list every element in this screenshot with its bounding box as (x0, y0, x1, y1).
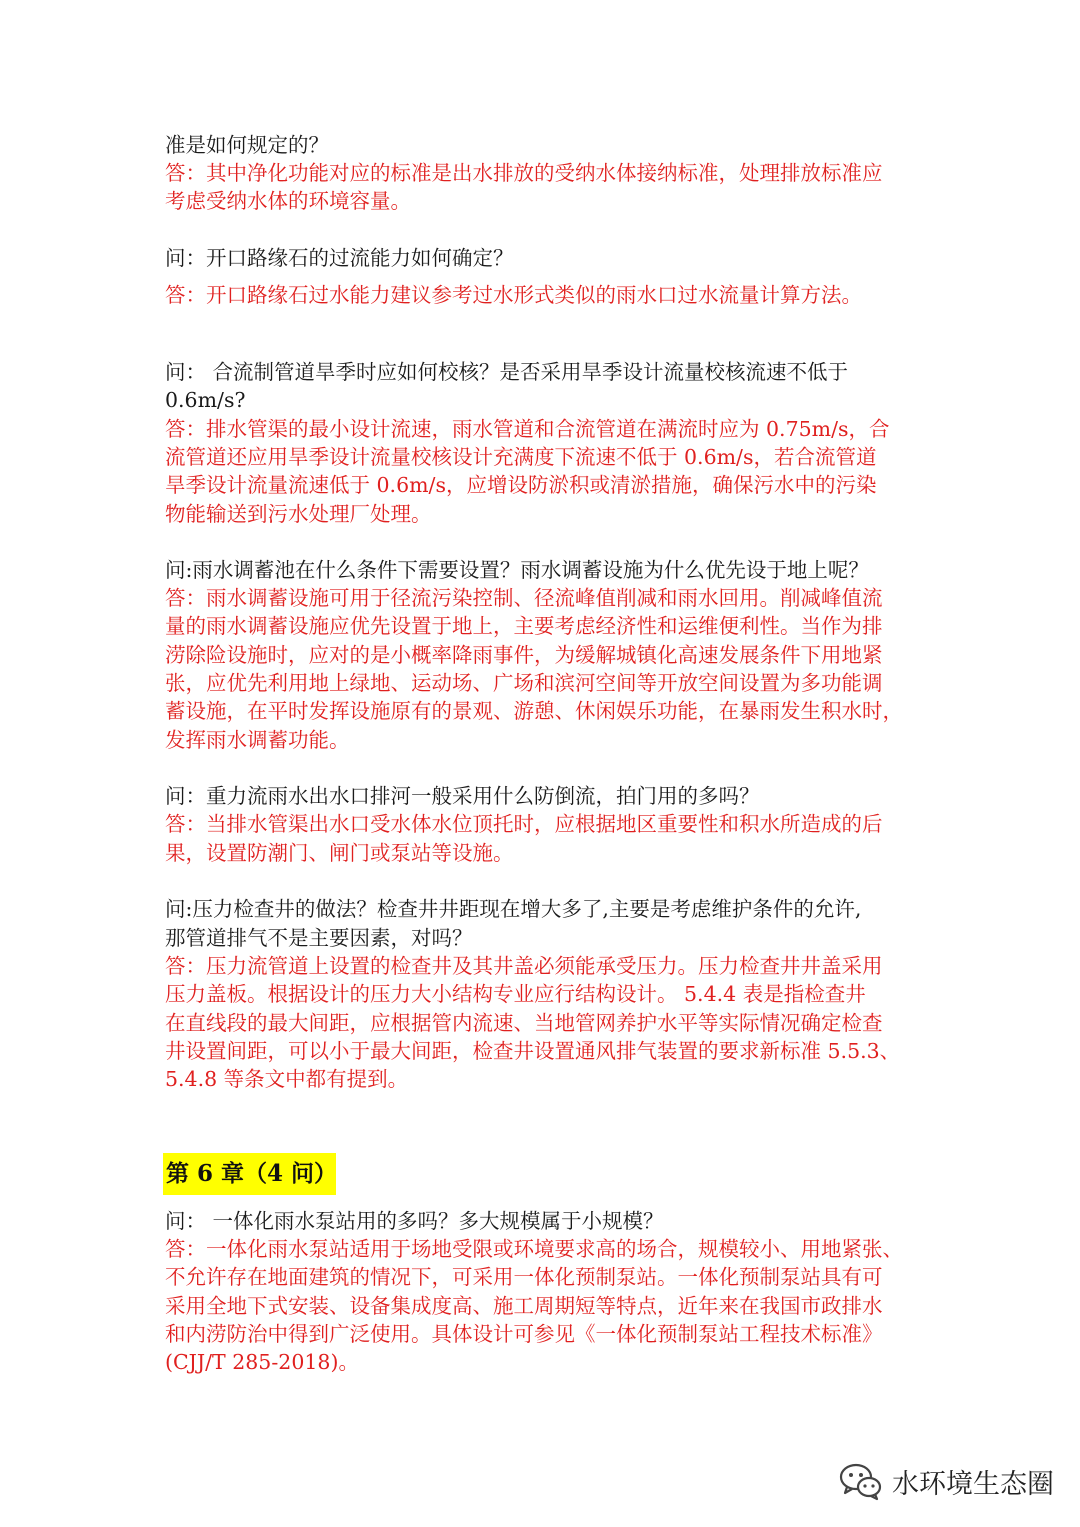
answer-line: 井设置间距，可以小于最大间距，检查井设置通风排气装置的要求新标准 5.5.3、 (165, 1039, 901, 1063)
answer-line: 答：排水管渠的最小设计流速，雨水管道和合流管道在满流时应为 0.75m/s，合 (165, 417, 890, 441)
watermark-text: 水环境生态圈 (892, 1468, 1054, 1500)
answer-line: 物能输送到污水处理厂处理。 (165, 502, 432, 526)
answer-line: 量的雨水调蓄设施应优先设置于地上，主要考虑经济性和运维便利性。当作为排 (165, 614, 883, 638)
answer-line: 答：当排水管渠出水口受水体水位顶托时，应根据地区重要性和积水所造成的后 (165, 812, 883, 836)
question-line: 那管道排气不是主要因素，对吗？ (165, 926, 473, 950)
answer-line: (CJJ/T 285-2018)。 (165, 1350, 359, 1374)
answer-line: 压力盖板。根据设计的压力大小结构专业应行结构设计。 5.4.4 表是指检查井 (165, 982, 866, 1006)
answer-line: 答：开口路缘石过水能力建议参考过水形式类似的雨水口过水流量计算方法。 (165, 283, 862, 307)
question-line: 准是如何规定的？ (165, 133, 329, 157)
answer-line: 张，应优先利用地上绿地、运动场、广场和滨河空间等开放空间设置为多功能调 (165, 671, 883, 695)
question-line: 0.6m/s? (165, 388, 246, 412)
question-line: 问： 一体化雨水泵站用的多吗？多大规模属于小规模？ (165, 1209, 664, 1233)
answer-line: 答：压力流管道上设置的检查井及其井盖必须能承受压力。压力检查井井盖采用 (165, 954, 883, 978)
question-line: 问： 合流制管道旱季时应如何校核？是否采用旱季设计流量校核流速不低于 (165, 360, 849, 384)
question-line: 问：重力流雨水出水口排河一般采用什么防倒流，拍门用的多吗？ (165, 784, 760, 808)
answer-line: 和内涝防治中得到广泛使用。具体设计可参见《一体化预制泵站工程技术标准》 (165, 1322, 883, 1346)
chapter-heading: 第 6 章（4 问） (163, 1153, 336, 1195)
answer-line: 答：其中净化功能对应的标准是出水排放的受纳水体接纳标准，处理排放标准应 (165, 161, 883, 185)
answer-line: 果，设置防潮门、闸门或泵站等设施。 (165, 841, 514, 865)
answer-line: 采用全地下式安装、设备集成度高、施工周期短等特点，近年来在我国市政排水 (165, 1294, 883, 1318)
wechat-icon (836, 1456, 886, 1506)
answer-line: 答：雨水调蓄设施可用于径流污染控制、径流峰值削减和雨水回用。削减峰值流 (165, 586, 883, 610)
answer-line: 蓄设施，在平时发挥设施原有的景观、游憩、休闲娱乐功能，在暴雨发生积水时， (165, 699, 903, 723)
watermark (836, 1446, 1054, 1516)
answer-line: 涝除险设施时，应对的是小概率降雨事件，为缓解城镇化高速发展条件下用地紧 (165, 643, 883, 667)
answer-line: 不允许存在地面建筑的情况下，可采用一体化预制泵站。一体化预制泵站具有可 (165, 1265, 883, 1289)
answer-line: 考虑受纳水体的环境容量。 (165, 189, 411, 213)
answer-line: 答：一体化雨水泵站适用于场地受限或环境要求高的场合，规模较小、用地紧张、 (165, 1237, 903, 1261)
answer-line: 发挥雨水调蓄功能。 (165, 728, 350, 752)
answer-line: 流管道还应用旱季设计流量校核设计充满度下流速不低于 0.6m/s，若合流管道 (165, 445, 877, 469)
question-line: 问：开口路缘石的过流能力如何确定？ (165, 246, 514, 270)
answer-line: 旱季设计流量流速低于 0.6m/s，应增设防淤积或清淤措施，确保污水中的污染 (165, 473, 877, 497)
answer-line: 在直线段的最大间距，应根据管内流速、当地管网养护水平等实际情况确定检查 (165, 1011, 883, 1035)
question-line: 问:压力检查井的做法？检查井井距现在增大多了,主要是考虑维护条件的允许, (165, 897, 862, 921)
question-line: 问:雨水调蓄池在什么条件下需要设置？雨水调蓄设施为什么优先设于地上呢？ (165, 558, 869, 582)
answer-line: 5.4.8 等条文中都有提到。 (165, 1067, 409, 1091)
